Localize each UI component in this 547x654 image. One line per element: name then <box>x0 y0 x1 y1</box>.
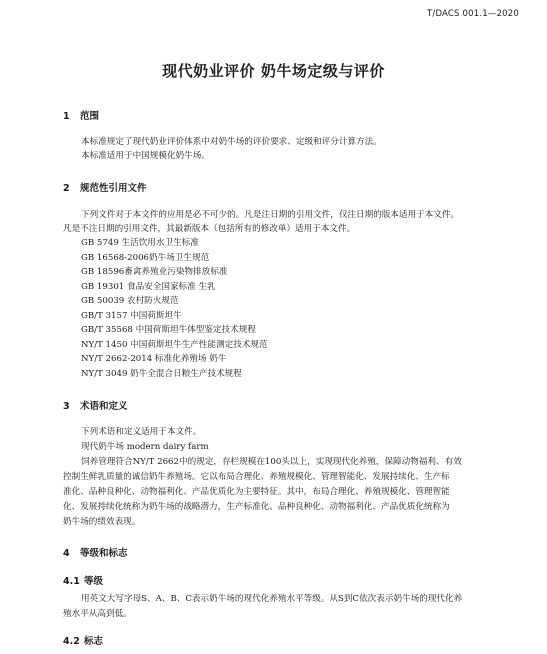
definition-line: 奶牛场的绩效表现。 <box>63 517 141 527</box>
reference-item: GB/T 3157 中国荷斯坦牛 <box>81 311 182 321</box>
subsection-title: 等级 <box>84 576 104 587</box>
paragraph-line: 下列文件对于本文件的应用是必不可少的。凡是注日期的引用文件，仅注日期的版本适用于本文件。 <box>81 210 460 220</box>
reference-item: GB 18596畜禽养殖业污染物排放标准 <box>81 267 228 277</box>
definition-line: 化、发展持续化统称为奶牛场的战略潜力，生产标准化、品种良种化、动物福利化、产品优质化统称为 <box>63 502 450 512</box>
section-number: 2 <box>63 183 70 194</box>
reference-item: GB 5749 生活饮用水卫生标准 <box>81 238 199 248</box>
reference-item: NY/T 2662-2014 标准化养殖场 奶牛 <box>81 354 227 364</box>
paragraph-line: 下列术语和定义适用于本文件。 <box>81 427 202 437</box>
definition-line: 控制生鲜乳质量的诚信奶牛养殖场。它以布局合理化、养殖规模化、管理智能化、发展持续化、生产标 <box>63 472 450 482</box>
subsection-number: 4.1 <box>63 576 80 587</box>
section-title: 规范性引用文件 <box>80 183 147 194</box>
paragraph-line: 凡是不注日期的引用文件，其最新版本（包括所有的修改单）适用于本文件。 <box>63 224 356 234</box>
section-title: 范围 <box>80 111 100 122</box>
section-title: 术语和定义 <box>80 401 128 412</box>
definition-line: 准化、品种良种化、动物福利化、产品优质化为主要特征。其中，布局合理化、养殖规模化、管理智能 <box>63 487 450 497</box>
standard-code: T/DACS 001.1—2020 <box>426 9 519 19</box>
subsection-number: 4.2 <box>63 636 80 647</box>
subsection-4-1-heading <box>63 573 103 587</box>
term-line: 现代奶牛场 modern dairy farm <box>81 442 209 452</box>
section-2-heading <box>63 180 147 194</box>
section-number: 3 <box>63 401 70 412</box>
reference-item: GB 16568-2006奶牛场卫生规范 <box>81 253 210 263</box>
paragraph-line: 殖水平从高到低。 <box>63 609 132 619</box>
reference-item: GB/T 35568 中国荷斯坦牛体型鉴定技术规程 <box>81 325 256 335</box>
section-number: 4 <box>63 548 70 559</box>
reference-item: NY/T 3049 奶牛全混合日粮生产技术规程 <box>81 369 242 379</box>
section-1-heading <box>63 108 99 122</box>
definition-line: 饲养管理符合NY/T 2662中的规定，存栏规模在100头以上，实现现代化养殖，保障动物福利、有效 <box>81 457 462 467</box>
section-number: 1 <box>63 111 70 122</box>
paragraph-line: 本标准规定了现代奶业评价体系中对奶牛场的评价要求、定级和评分计算方法。 <box>81 137 382 147</box>
section-4-heading <box>63 545 128 559</box>
reference-item: GB 19301 食品安全国家标准 生乳 <box>81 282 216 292</box>
section-title: 等级和标志 <box>80 548 128 559</box>
paragraph-line: 本标准适用于中国规模化奶牛场。 <box>81 151 210 161</box>
subsection-4-2-heading <box>63 633 103 647</box>
section-3-heading <box>63 398 128 412</box>
reference-item: GB 50039 农村防火规范 <box>81 296 179 306</box>
paragraph-line: 用英文大写字母S、A、B、C表示奶牛场的现代化养殖水平等级。从S到C依次表示奶牛场的现代化养 <box>81 594 463 604</box>
reference-item: NY/T 1450 中国荷斯坦牛生产性能测定技术规范 <box>81 340 268 350</box>
document-title: 现代奶业评价 奶牛场定级与评价 <box>162 62 385 80</box>
subsection-title: 标志 <box>84 636 104 647</box>
